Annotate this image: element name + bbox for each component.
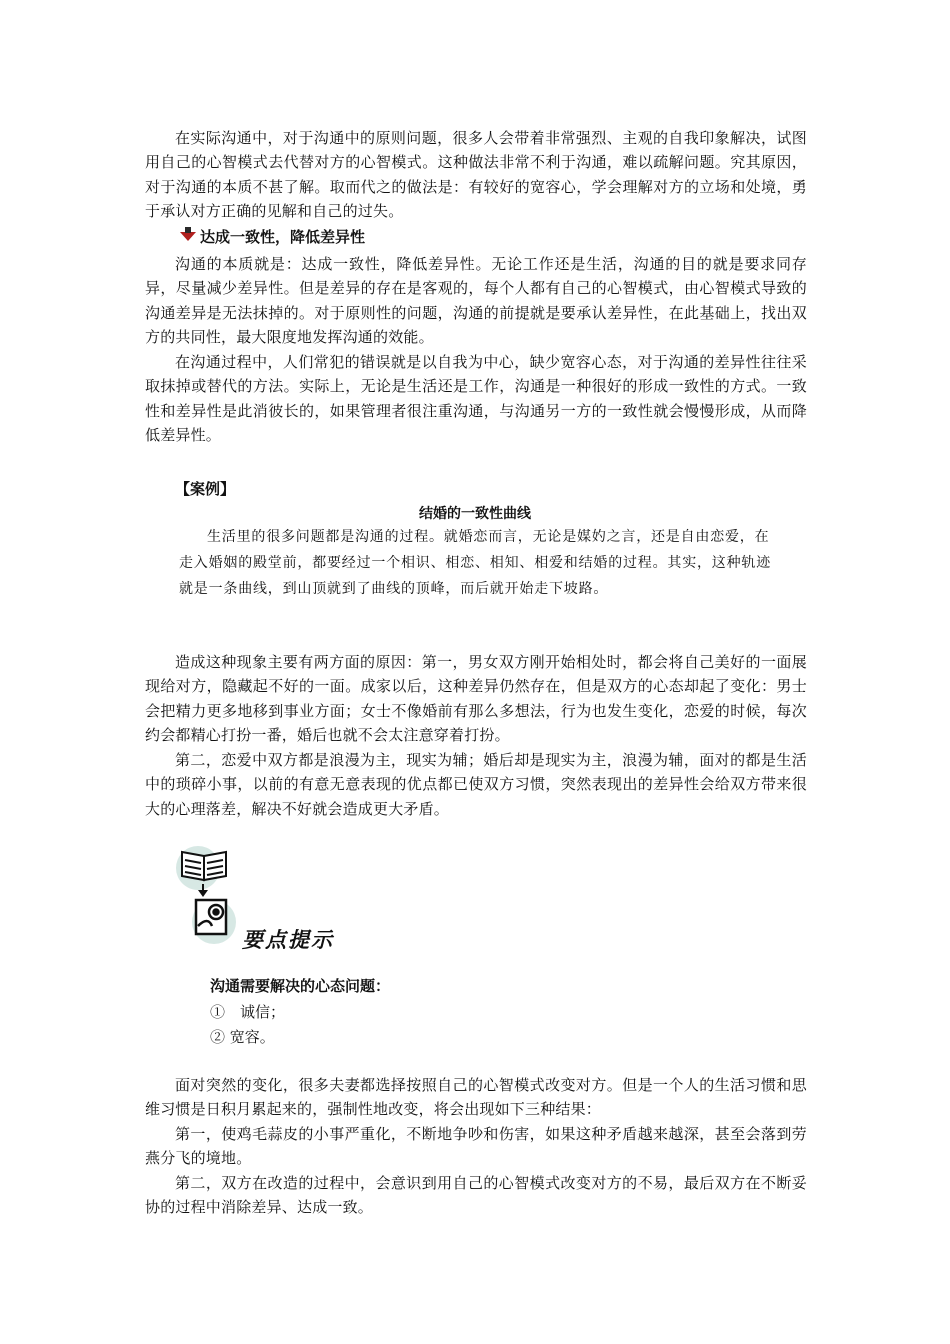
case-body: 生活里的很多问题都是沟通的过程。就婚恋而言，无论是媒妁之言，还是自由恋爱，在走入婚姻的殿堂前，都要经过一个相识、相恋、相知、相爱和结婚的过程。其实，这种轨迹就是一条曲线，到山顶就到了曲线的顶峰，而后就开始走下坡路。 (179, 529, 771, 597)
tips-icon (176, 842, 246, 946)
case-title: 结婚的一致性曲线 (419, 506, 531, 522)
section-heading-text: 达成一致性，降低差异性 (200, 228, 366, 246)
case-label: 【案例】 (175, 480, 236, 498)
book-icon (182, 852, 226, 880)
paragraph-4: 造成这种现象主要有两方面的原因：第一，男女双方刚开始相处时，都会将自己美好的一面展现给对方，隐藏起不好的一面。成家以后，这种差异仍然存在，但是双方的心态却起了变化：男士会把精力更多地移到事业方面；女士不像婚前有那么多想法，行为也发生变化，恋爱的时候，每次约会都精心打扮一番，婚后也就不会太注意穿着打扮。 (145, 653, 807, 745)
tips-item-2: ② 宽容。 (210, 1028, 275, 1046)
section-heading (180, 225, 842, 249)
figure-icon (196, 900, 226, 934)
paragraph-7: 第一，使鸡毛蒜皮的小事严重化，不断地争吵和伤害，如果这种矛盾越来越深，甚至会落到劳燕分飞的境地。 (145, 1125, 807, 1168)
tips-item-1: ① 诚信； (210, 1003, 286, 1021)
paragraph-8: 第二，双方在改造的过程中，会意识到用自己的心智模式改变对方的不易，最后双方在不断妥协的过程中消除差异、达成一致。 (145, 1174, 807, 1217)
paragraph-6: 面对突然的变化，很多夫妻都选择按照自己的心智模式改变对方。但是一个人的生活习惯和思维习惯是日积月累起来的，强制性地改变，将会出现如下三种结果： (145, 1076, 807, 1119)
arrow-bullet-icon (180, 232, 196, 241)
paragraph-2: 沟通的本质就是：达成一致性，降低差异性。无论工作还是生活，沟通的目的就是要求同存异，尽量减少差异性。但是差异的存在是客观的，每个人都有自己的心智模式，由心智模式导致的沟通差异是无法抹掉的。对于原则性的问题，沟通的前提就是要承认差异性，在此基础上，找出双方的共同性，最大限度地发挥沟通的效能。 (145, 255, 807, 347)
tips-heading: 沟通需要解决的心态问题： (210, 977, 391, 995)
paragraph-5: 第二，恋爱中双方都是浪漫为主，现实为辅；婚后却是现实为主，浪漫为辅，面对的都是生活中的琐碎小事，以前的有意无意表现的优点都已使双方习惯，突然表现出的差异性会给双方带来很大的心理落差，解决不好就会造成更大矛盾。 (145, 751, 807, 818)
paragraph-1: 在实际沟通中，对于沟通中的原则问题，很多人会带着非常强烈、主观的自我印象解决，试图用自己的心智模式去代替对方的心智模式。这种做法非常不利于沟通，难以疏解问题。究其原因，对于沟通的本质不甚了解。取而代之的做法是：有较好的宽容心，学会理解对方的立场和处境，勇于承认对方正确的见解和自己的过失。 (145, 129, 807, 221)
paragraph-3: 在沟通过程中，人们常犯的错误就是以自我为中心，缺少宽容心态，对于沟通的差异性往往采取抹掉或替代的方法。实际上，无论是生活还是工作，沟通是一种很好的形成一致性的方式。一致性和差异性是此消彼长的，如果管理者很注重沟通，与沟通另一方的一致性就会慢慢形成，从而降低差异性。 (145, 353, 807, 445)
tips-title: 要点提示 (242, 927, 334, 952)
